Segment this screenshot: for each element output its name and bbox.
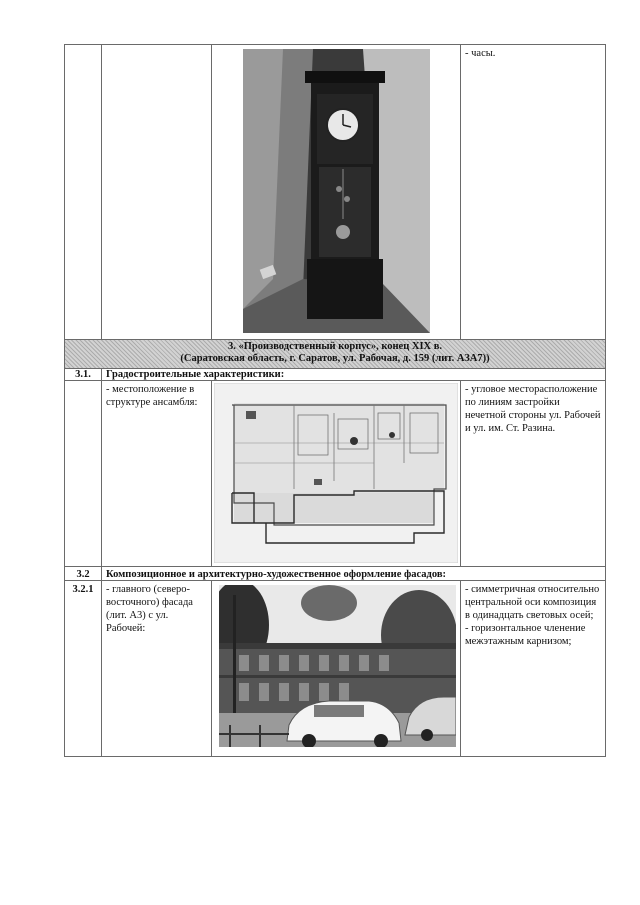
table-border: [460, 580, 461, 756]
grandfather-clock-photo: [243, 49, 430, 333]
facade-label: - главного (северо-восточного) фасада (лит. А3) с ул. Рабочей:: [106, 584, 193, 634]
location-description: - угловое месторасположение по линиям застройки нечетной стороны ул. Рабочей и ул. им. Ст. Разина.: [465, 384, 601, 434]
table-border: [64, 380, 606, 381]
row-number: 3.2.1: [72, 584, 94, 595]
table-border: [101, 368, 102, 380]
row-heading: Композиционное и архитектурно-художественное оформление фасадов:: [106, 569, 447, 580]
facade-description: - симметричная относительно центральной оси композиция в одинадцать световых осей; - горизонтальное членение межэтажным карнизом;: [465, 584, 600, 647]
site-plan-drawing: [214, 383, 458, 563]
table-border: [605, 44, 606, 756]
row-number: 3.1.: [75, 369, 91, 380]
section-title: 3. «Производственный корпус», конец XIX в.: [227, 341, 443, 352]
table-border: [64, 44, 65, 756]
table-border: [101, 44, 102, 339]
table-border: [101, 380, 102, 566]
table-border: [64, 566, 606, 567]
table-border: [211, 44, 212, 339]
location-label: - местоположение в структуре ансамбля:: [106, 384, 198, 408]
table-border: [64, 580, 606, 581]
table-border: [460, 380, 461, 566]
table-border: [211, 580, 212, 756]
section-address: (Саратовская область, г. Саратов, ул. Рабочая, д. 159 (лит. АЗА7)): [180, 353, 490, 364]
table-border: [460, 44, 461, 339]
table-border: [64, 756, 606, 757]
row-number: 3.2: [76, 569, 90, 580]
table-border: [101, 566, 102, 580]
row-heading: Градостроительные характеристики:: [106, 369, 285, 380]
table-border: [64, 44, 606, 45]
table-border: [211, 380, 212, 566]
building-facade-photo: [219, 585, 456, 747]
clock-row-description: - часы.: [465, 48, 496, 59]
table-border: [101, 580, 102, 756]
